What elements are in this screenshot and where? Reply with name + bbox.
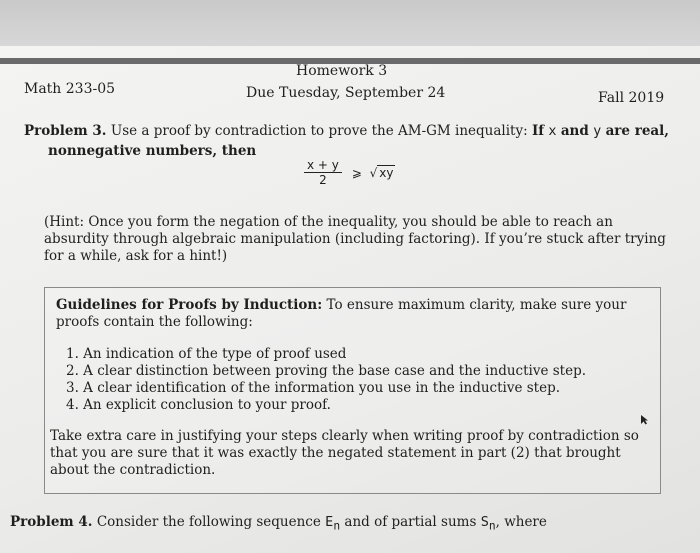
problem-3-label: Problem 3.	[24, 123, 107, 139]
hint-paragraph: (Hint: Once you form the negation of the inequality, you should be able to reach an absurdity through algebraic manipulation (including factoring). If you’re stuck after trying for a while, ask for a hint!)	[44, 214, 666, 264]
homework-title: Homework 3	[296, 63, 388, 79]
problem-4	[10, 514, 660, 533]
due-date: Due Tuesday, September 24	[246, 85, 446, 101]
guidelines-list	[66, 346, 626, 414]
am-gm-formula	[304, 158, 395, 187]
var-s: S	[480, 514, 489, 530]
problem-4-text3: , where	[495, 514, 547, 530]
list-item: 1. An indication of the type of proof used	[66, 346, 347, 362]
inequality-sign: ⩾	[351, 165, 362, 180]
top-background	[0, 0, 700, 46]
course-number: Math 233-05	[24, 81, 116, 97]
fraction-denominator: 2	[319, 173, 327, 187]
problem-3-line2: nonnegative numbers, then	[48, 143, 257, 159]
guidelines-title: Guidelines for Proofs by Induction:	[56, 297, 323, 313]
term: Fall 2019	[598, 90, 665, 106]
problem-3-are-real: are real,	[605, 123, 669, 139]
radical-sign: √	[369, 165, 378, 180]
var-y: y	[593, 123, 602, 139]
problem-4-text1: Consider the following sequence	[96, 514, 321, 530]
guidelines-intro	[56, 297, 656, 331]
problem-4-label: Problem 4.	[10, 514, 93, 530]
guidelines-care: Take extra care in justifying your steps clearly when writing proof by contradiction so that you are sure that it was exactly the negated statement in part (2) that brought about the contradiction.	[50, 428, 639, 478]
square-root	[370, 166, 396, 180]
list-item: 4. An explicit conclusion to your proof.	[66, 397, 331, 413]
problem-3-if: If	[531, 123, 545, 139]
radicand: xy	[379, 165, 394, 180]
problem-3	[24, 121, 674, 161]
fraction	[304, 158, 342, 187]
var-e: E	[325, 514, 334, 530]
guidelines-text: To ensure maximum clarity, make sure your proofs contain the following:	[56, 297, 627, 330]
fraction-numerator: x + y	[304, 158, 342, 173]
problem-3-and: and	[560, 123, 589, 139]
list-item: 3. A clear identification of the information you use in the inductive step.	[66, 380, 561, 396]
problem-3-intro: Use a proof by contradiction to prove the AM-GM inequality:	[110, 123, 528, 139]
list-item: 2. A clear distinction between proving the base case and the inductive step.	[66, 363, 587, 379]
arrow-cursor-icon	[640, 414, 649, 428]
var-x: x	[548, 123, 557, 139]
subscript-n: n	[488, 519, 496, 533]
problem-4-text2: and of partial sums	[344, 514, 477, 530]
subscript-n: n	[333, 519, 341, 533]
